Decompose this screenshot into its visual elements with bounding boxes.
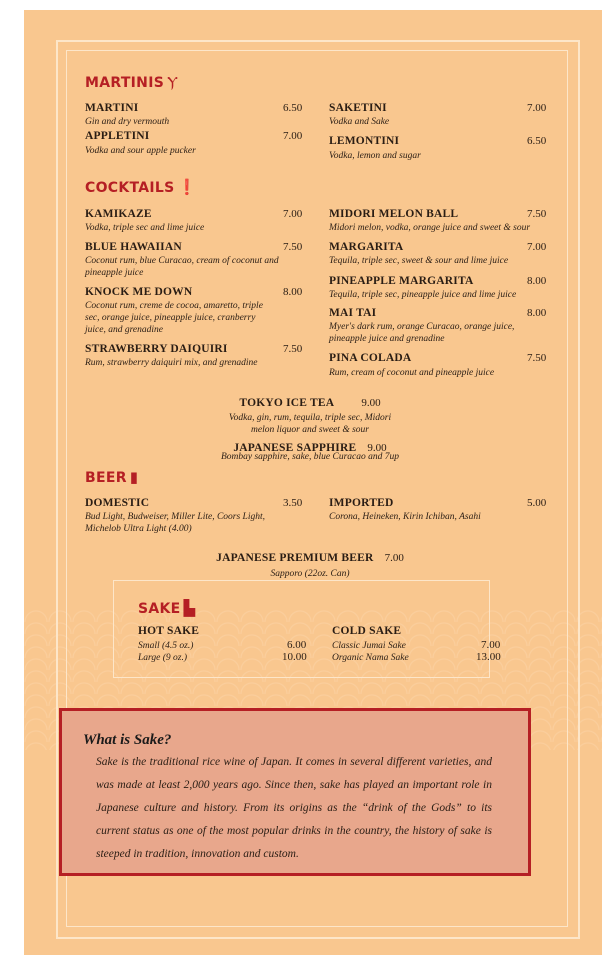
beer-title: BEER: [85, 470, 127, 486]
sake-hot-name: HOT SAKE: [138, 625, 200, 637]
martini-glass-icon: Ⲩ: [167, 73, 178, 91]
menu-item-desc: Tequila, triple sec, sweet & sour and lime juice: [329, 256, 509, 266]
sake-row-price: 6.00: [287, 639, 307, 651]
menu-item-price: 7.00: [283, 208, 303, 220]
sake-info-box: [59, 708, 531, 876]
menu-item-price: 5.00: [527, 497, 547, 509]
menu-item-desc: Rum, cream of coconut and pineapple juice: [329, 368, 495, 378]
menu-item-price: 9.00: [361, 397, 381, 409]
menu-item-name: MARGARITA: [329, 241, 404, 253]
martinis-heading: [85, 72, 178, 91]
sake-row-label: Large (9 oz.): [138, 653, 187, 663]
menu-item-desc: Bud Light, Budweiser, Miller Lite, Coors Light, Michelob Ultra Light (4.00): [85, 512, 265, 534]
exclamation-icon: ❗: [177, 178, 197, 196]
menu-item-desc: Vodka, triple sec and lime juice: [85, 223, 205, 233]
sake-row-price: 10.00: [282, 651, 307, 663]
sake-bottle-icon: ▙: [183, 599, 196, 617]
menu-item-desc: Vodka and Sake: [329, 117, 390, 127]
menu-item-desc: Coconut rum, creme de cocoa, amaretto, triple sec, orange juice, pineapple juice, cranberry juice, and grenadine: [85, 301, 263, 335]
menu-item-price: 8.00: [527, 307, 547, 319]
menu-item-price: 7.00: [527, 102, 547, 114]
featured-cocktail: [200, 391, 420, 436]
menu-item-name: STRAWBERRY DAIQUIRI: [85, 343, 228, 355]
menu-item-name: PINEAPPLE MARGARITA: [329, 275, 474, 287]
sake-cold-name: COLD SAKE: [332, 625, 402, 637]
menu-item-price: 8.00: [527, 275, 547, 287]
menu-item-price: 7.50: [283, 343, 303, 355]
sake-info-body: Sake is the traditional rice wine of Japan. It comes in several different varieties, and was made at least 2,000 years ago. Since then, sake has played an important role in Japanese culture and history. From its origins as the “drink of the Gods” to its current status as one of the most popular drinks in the country, the history of sake is steeped in tradition, innovation and custom.: [96, 756, 492, 860]
martinis-title: MARTINIS: [85, 75, 165, 91]
menu-item-desc: Vodka, lemon and sugar: [329, 151, 421, 161]
menu-item-price: 7.00: [384, 552, 404, 564]
menu-item-desc: Vodka and sour apple pucker: [85, 146, 196, 156]
beer-bottle-icon: ▮: [129, 468, 139, 486]
sake-row-label: Classic Jumai Sake: [332, 641, 406, 651]
menu-item-desc: Coconut rum, blue Curacao, cream of coconut and pineapple juice: [85, 256, 279, 278]
sake-info-title: What is Sake?: [83, 732, 172, 748]
menu-item-price: 7.00: [283, 130, 303, 142]
menu-item-price: 6.50: [283, 102, 303, 114]
cocktails-title: COCKTAILS: [85, 180, 175, 196]
menu-item-price: 3.50: [283, 497, 303, 509]
menu-item-name: JAPANESE SAPPHIRE: [233, 442, 357, 454]
menu-item-price: 7.00: [527, 241, 547, 253]
menu-item-name: IMPORTED: [329, 497, 394, 509]
sake-heading: [138, 598, 195, 617]
cocktails-heading: [85, 177, 196, 196]
menu-item-name: JAPANESE PREMIUM BEER: [216, 552, 374, 564]
beer-heading: [85, 467, 138, 486]
menu-item-desc: Tequila, triple sec, pineapple juice and lime juice: [329, 290, 517, 300]
menu-item-name: MARTINI: [85, 102, 139, 114]
menu-item-name: APPLETINI: [85, 130, 150, 142]
menu-item-name: KAMIKAZE: [85, 208, 152, 220]
menu-item-name: SAKETINI: [329, 102, 387, 114]
menu-item-price: 8.00: [283, 286, 303, 298]
menu-item-price: 6.50: [527, 135, 547, 147]
menu-item-desc: Corona, Heineken, Kirin Ichiban, Asahi: [329, 512, 481, 522]
menu-item-desc: Rum, strawberry daiquiri mix, and grenadine: [85, 358, 258, 368]
menu-item-price: 7.50: [283, 241, 303, 253]
menu-item-name: DOMESTIC: [85, 497, 150, 509]
menu-item-price: 7.50: [527, 352, 547, 364]
sake-row-price: 7.00: [481, 639, 501, 651]
menu-item-name: MAI TAI: [329, 307, 377, 319]
menu-item-name: PINA COLADA: [329, 352, 412, 364]
sake-row-price: 13.00: [476, 651, 501, 663]
menu-item-desc: Vodka, gin, rum, tequila, triple sec, Midori melon liquor and sweet & sour: [228, 413, 392, 435]
menu-item-name: LEMONTINI: [329, 135, 400, 147]
menu-item-desc: Midori melon, vodka, orange juice and sweet & sour: [329, 223, 531, 233]
sake-row-label: Organic Nama Sake: [332, 653, 409, 663]
menu-item-price: 7.50: [527, 208, 547, 220]
menu-item-price: 9.00: [367, 442, 387, 454]
menu-item-desc: Bombay sapphire, sake, blue Curacao and 7up: [220, 452, 399, 462]
sake-row-label: Small (4.5 oz.): [138, 641, 194, 651]
menu-item-name: BLUE HAWAIIAN: [85, 241, 182, 253]
sake-title: SAKE: [138, 601, 181, 617]
menu-item-name: TOKYO ICE TEA: [239, 397, 335, 409]
menu-item-name: MIDORI MELON BALL: [329, 208, 459, 220]
featured-beer: [200, 546, 420, 580]
menu-item-desc: Sapporo (22oz. Can): [270, 569, 350, 579]
menu-item-desc: Myer's dark rum, orange Curacao, orange juice, pineapple juice and grenadine: [329, 322, 515, 344]
menu-item-name: KNOCK ME DOWN: [85, 286, 193, 298]
menu-item-desc: Gin and dry vermouth: [85, 117, 170, 127]
